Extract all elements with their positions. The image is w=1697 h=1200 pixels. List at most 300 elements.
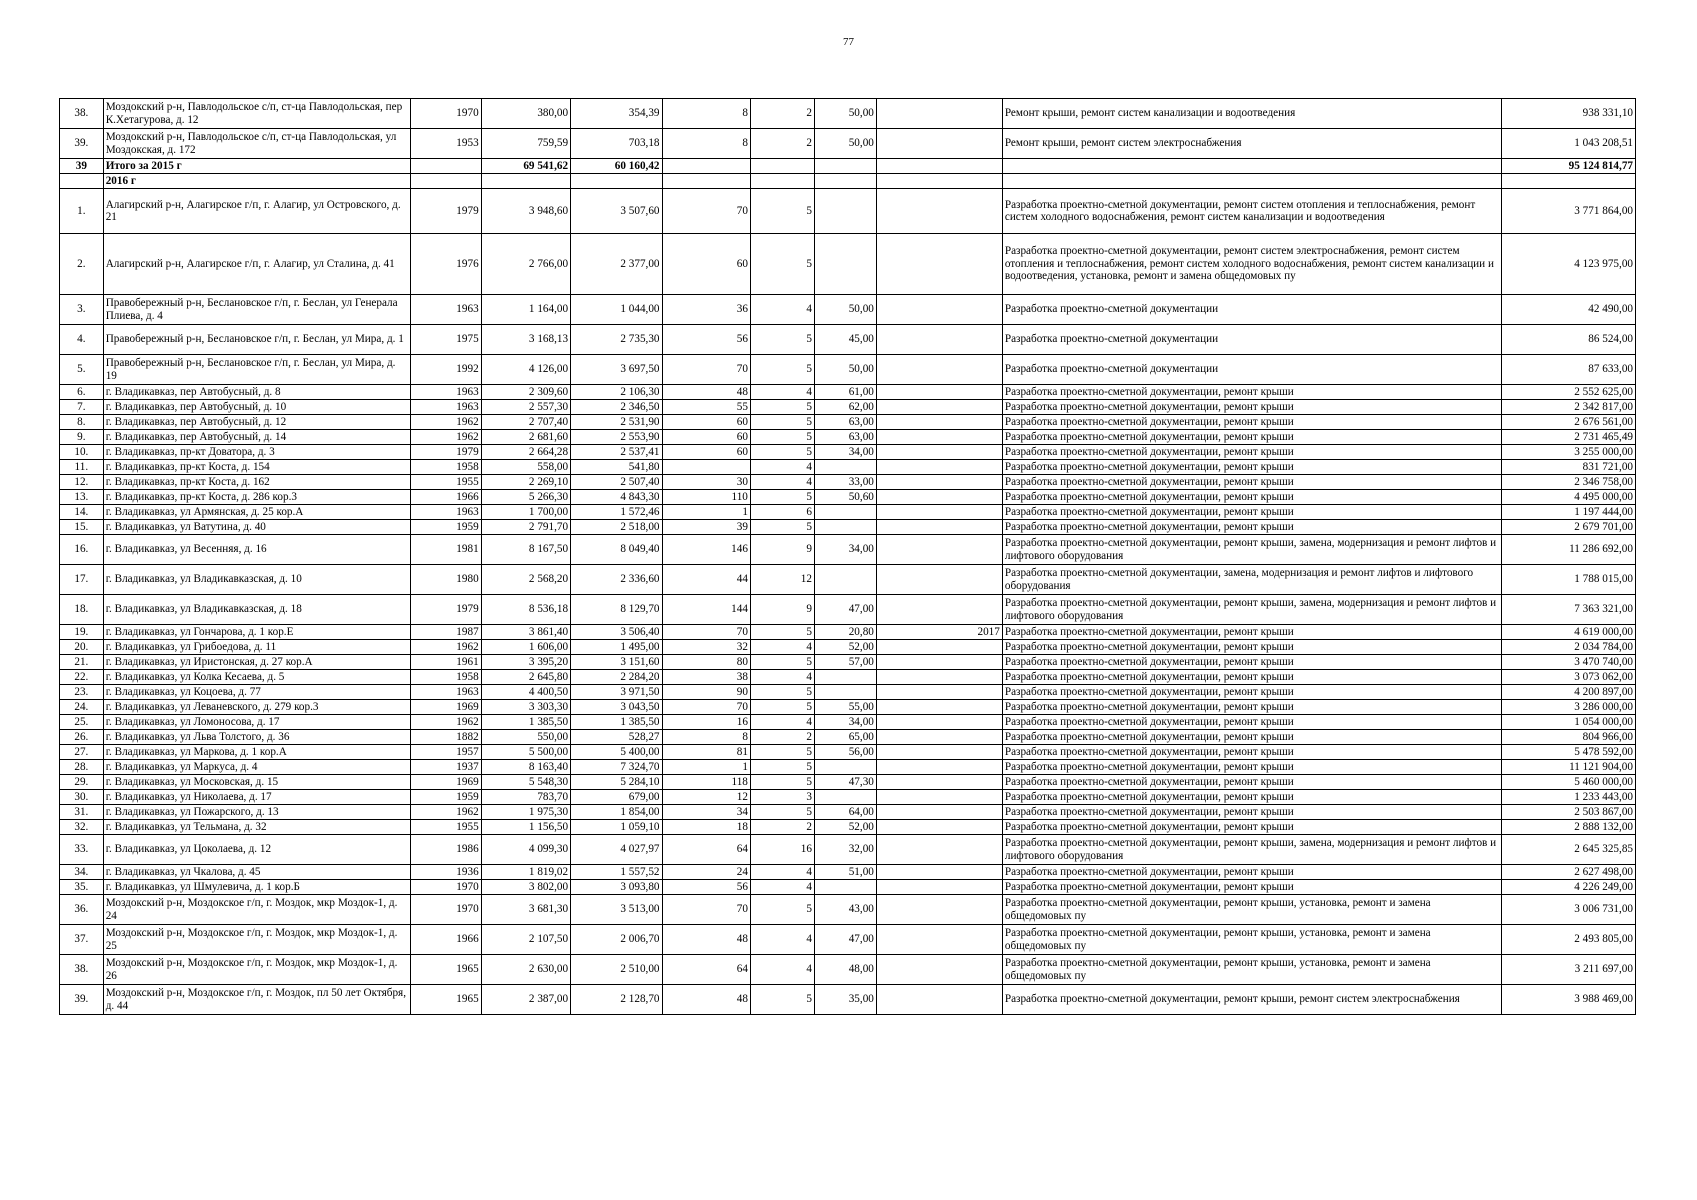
wear-percent-cell	[814, 159, 876, 174]
completion-year-cell	[876, 775, 1002, 790]
total-area-cell: 1 164,00	[481, 295, 570, 325]
row-number-cell: 16.	[60, 535, 104, 565]
repair-cost-cell: 4 226 249,00	[1501, 880, 1635, 895]
table-row	[60, 400, 1636, 415]
residents-count-cell: 55	[662, 400, 750, 415]
row-number-cell: 10.	[60, 445, 104, 460]
residents-count-cell: 48	[662, 385, 750, 400]
wear-percent-cell: 47,00	[814, 595, 876, 625]
commissioning-year-cell: 1963	[410, 400, 481, 415]
residents-count-cell: 24	[662, 865, 750, 880]
wear-percent-cell	[814, 520, 876, 535]
repair-cost-cell: 2 645 325,85	[1501, 835, 1635, 865]
floors-count-cell: 5	[750, 685, 814, 700]
completion-year-cell	[876, 159, 1002, 174]
commissioning-year-cell: 1966	[410, 925, 481, 955]
address-cell: г. Владикавказ, ул Владикавказская, д. 10	[103, 565, 410, 595]
premises-area-cell: 2 006,70	[571, 925, 662, 955]
row-number-cell: 36.	[60, 895, 104, 925]
floors-count-cell: 4	[750, 715, 814, 730]
wear-percent-cell: 65,00	[814, 730, 876, 745]
wear-percent-cell: 50,00	[814, 295, 876, 325]
total-area-cell: 4 099,30	[481, 835, 570, 865]
total-area-cell: 2 664,28	[481, 445, 570, 460]
commissioning-year-cell: 1959	[410, 520, 481, 535]
residents-count-cell: 144	[662, 595, 750, 625]
works-description-cell: Разработка проектно-сметной документации, ремонт систем отопления и теплоснабжения, ремонт систем холодного водоснабжения, ремонт систем канализации и водоотведения	[1002, 189, 1501, 234]
repair-cost-cell: 2 627 498,00	[1501, 865, 1635, 880]
total-area-cell: 2 309,60	[481, 385, 570, 400]
completion-year-cell	[876, 895, 1002, 925]
works-description-cell: Разработка проектно-сметной документации	[1002, 325, 1501, 355]
commissioning-year-cell: 1986	[410, 835, 481, 865]
repair-cost-cell: 7 363 321,00	[1501, 595, 1635, 625]
wear-percent-cell: 50,00	[814, 99, 876, 129]
works-description-cell: Ремонт крыши, ремонт систем электроснабжения	[1002, 129, 1501, 159]
commissioning-year-cell: 1992	[410, 355, 481, 385]
completion-year-cell	[876, 880, 1002, 895]
repair-cost-cell: 2 679 701,00	[1501, 520, 1635, 535]
row-number-cell: 2.	[60, 234, 104, 295]
row-number-cell: 17.	[60, 565, 104, 595]
works-description-cell: Разработка проектно-сметной документации, ремонт крыши	[1002, 775, 1501, 790]
wear-percent-cell	[814, 565, 876, 595]
address-cell: г. Владикавказ, ул Маркуса, д. 4	[103, 760, 410, 775]
works-description-cell: Ремонт крыши, ремонт систем канализации и водоотведения	[1002, 99, 1501, 129]
repair-cost-cell: 3 006 731,00	[1501, 895, 1635, 925]
address-cell: Моздокский р-н, Павлодольское с/п, ст-ца Павлодольская, ул Моздокская, д. 172	[103, 129, 410, 159]
table-row	[60, 565, 1636, 595]
address-cell: г. Владикавказ, ул Весенняя, д. 16	[103, 535, 410, 565]
address-cell: Правобережный р-н, Беслановское г/п, г. Беслан, ул Мира, д. 1	[103, 325, 410, 355]
total-area-cell: 69 541,62	[481, 159, 570, 174]
premises-area-cell: 679,00	[571, 790, 662, 805]
residents-count-cell: 70	[662, 625, 750, 640]
address-cell: г. Владикавказ, ул Тельмана, д. 32	[103, 820, 410, 835]
completion-year-cell	[876, 925, 1002, 955]
premises-area-cell: 4 027,97	[571, 835, 662, 865]
residents-count-cell: 80	[662, 655, 750, 670]
total-area-cell: 5 266,30	[481, 490, 570, 505]
repair-cost-cell: 2 034 784,00	[1501, 640, 1635, 655]
repair-cost-cell: 3 073 062,00	[1501, 670, 1635, 685]
works-description-cell: Разработка проектно-сметной документации, ремонт крыши	[1002, 685, 1501, 700]
row-number-cell: 19.	[60, 625, 104, 640]
wear-percent-cell: 32,00	[814, 835, 876, 865]
commissioning-year-cell	[410, 159, 481, 174]
row-number-cell: 38.	[60, 955, 104, 985]
floors-count-cell: 4	[750, 670, 814, 685]
residents-count-cell	[662, 159, 750, 174]
wear-percent-cell: 34,00	[814, 535, 876, 565]
repair-cost-cell: 1 788 015,00	[1501, 565, 1635, 595]
residents-count-cell: 12	[662, 790, 750, 805]
address-cell: Алагирский р-н, Алагирское г/п, г. Алагир, ул Островского, д. 21	[103, 189, 410, 234]
address-cell: Итого за 2015 г	[103, 159, 410, 174]
table-row	[60, 415, 1636, 430]
row-number-cell: 24.	[60, 700, 104, 715]
table-row	[60, 670, 1636, 685]
completion-year-cell	[876, 805, 1002, 820]
residents-count-cell: 8	[662, 730, 750, 745]
total-area-cell: 4 126,00	[481, 355, 570, 385]
wear-percent-cell: 35,00	[814, 985, 876, 1015]
completion-year-cell	[876, 520, 1002, 535]
table-row	[60, 880, 1636, 895]
completion-year-cell	[876, 505, 1002, 520]
wear-percent-cell: 52,00	[814, 640, 876, 655]
residents-count-cell: 8	[662, 129, 750, 159]
table-row	[60, 790, 1636, 805]
floors-count-cell: 12	[750, 565, 814, 595]
premises-area-cell: 2 507,40	[571, 475, 662, 490]
completion-year-cell	[876, 700, 1002, 715]
residents-count-cell: 64	[662, 835, 750, 865]
works-description-cell: Разработка проектно-сметной документации, ремонт крыши	[1002, 760, 1501, 775]
floors-count-cell: 4	[750, 475, 814, 490]
completion-year-cell	[876, 475, 1002, 490]
address-cell: г. Владикавказ, пер Автобусный, д. 14	[103, 430, 410, 445]
row-number-cell: 39	[60, 159, 104, 174]
premises-area-cell: 2 510,00	[571, 955, 662, 985]
residents-count-cell	[662, 460, 750, 475]
repair-cost-cell: 2 346 758,00	[1501, 475, 1635, 490]
address-cell: г. Владикавказ, ул Николаева, д. 17	[103, 790, 410, 805]
residents-count-cell: 44	[662, 565, 750, 595]
total-area-cell: 3 395,20	[481, 655, 570, 670]
table-row	[60, 325, 1636, 355]
completion-year-cell	[876, 790, 1002, 805]
works-description-cell: Разработка проектно-сметной документации, замена, модернизация и ремонт лифтов и лифтового оборудования	[1002, 565, 1501, 595]
floors-count-cell: 5	[750, 400, 814, 415]
completion-year-cell	[876, 189, 1002, 234]
residents-count-cell: 36	[662, 295, 750, 325]
completion-year-cell	[876, 655, 1002, 670]
row-number-cell: 4.	[60, 325, 104, 355]
premises-area-cell: 1 385,50	[571, 715, 662, 730]
residents-count-cell: 70	[662, 355, 750, 385]
floors-count-cell: 5	[750, 355, 814, 385]
row-number-cell: 11.	[60, 460, 104, 475]
table-row	[60, 595, 1636, 625]
row-number-cell: 5.	[60, 355, 104, 385]
premises-area-cell: 5 284,10	[571, 775, 662, 790]
capital-repair-register-table	[59, 98, 1636, 1015]
works-description-cell: Разработка проектно-сметной документации, ремонт крыши	[1002, 445, 1501, 460]
works-description-cell: Разработка проектно-сметной документации, ремонт крыши, установка, ремонт и замена общедомовых пу	[1002, 895, 1501, 925]
repair-cost-cell: 2 493 805,00	[1501, 925, 1635, 955]
total-area-cell: 558,00	[481, 460, 570, 475]
floors-count-cell: 5	[750, 189, 814, 234]
repair-cost-cell: 4 619 000,00	[1501, 625, 1635, 640]
completion-year-cell	[876, 760, 1002, 775]
commissioning-year-cell: 1979	[410, 189, 481, 234]
table-row	[60, 355, 1636, 385]
row-number-cell	[60, 174, 104, 189]
wear-percent-cell: 56,00	[814, 745, 876, 760]
commissioning-year-cell: 1981	[410, 535, 481, 565]
total-area-cell: 8 163,40	[481, 760, 570, 775]
row-number-cell: 12.	[60, 475, 104, 490]
floors-count-cell: 5	[750, 430, 814, 445]
address-cell: г. Владикавказ, пр-кт Коста, д. 154	[103, 460, 410, 475]
row-number-cell: 37.	[60, 925, 104, 955]
address-cell: г. Владикавказ, ул Леваневского, д. 279 кор.3	[103, 700, 410, 715]
works-description-cell: Разработка проектно-сметной документации, ремонт крыши, замена, модернизация и ремонт лифтов и лифтового оборудования	[1002, 835, 1501, 865]
commissioning-year-cell: 1963	[410, 295, 481, 325]
table-row	[60, 99, 1636, 129]
table-row	[60, 685, 1636, 700]
commissioning-year-cell: 1953	[410, 129, 481, 159]
table-row	[60, 865, 1636, 880]
repair-cost-cell: 11 286 692,00	[1501, 535, 1635, 565]
table-row	[60, 475, 1636, 490]
completion-year-cell	[876, 430, 1002, 445]
residents-count-cell	[662, 174, 750, 189]
works-description-cell: Разработка проектно-сметной документации, ремонт крыши, замена, модернизация и ремонт лифтов и лифтового оборудования	[1002, 595, 1501, 625]
table-row	[60, 490, 1636, 505]
works-description-cell: Разработка проектно-сметной документации, ремонт крыши	[1002, 745, 1501, 760]
floors-count-cell: 5	[750, 655, 814, 670]
residents-count-cell: 16	[662, 715, 750, 730]
residents-count-cell: 70	[662, 895, 750, 925]
premises-area-cell: 2 553,90	[571, 430, 662, 445]
works-description-cell: Разработка проектно-сметной документации, ремонт крыши	[1002, 880, 1501, 895]
address-cell: 2016 г	[103, 174, 410, 189]
address-cell: г. Владикавказ, пр-кт Коста, д. 162	[103, 475, 410, 490]
total-area-cell: 550,00	[481, 730, 570, 745]
total-area-cell: 3 303,30	[481, 700, 570, 715]
repair-cost-cell: 1 197 444,00	[1501, 505, 1635, 520]
wear-percent-cell	[814, 505, 876, 520]
completion-year-cell	[876, 535, 1002, 565]
address-cell: г. Владикавказ, ул Грибоедова, д. 11	[103, 640, 410, 655]
table-row	[60, 775, 1636, 790]
table-row	[60, 655, 1636, 670]
row-number-cell: 29.	[60, 775, 104, 790]
register-body	[60, 99, 1636, 1015]
wear-percent-cell: 50,00	[814, 129, 876, 159]
row-number-cell: 15.	[60, 520, 104, 535]
premises-area-cell: 1 557,52	[571, 865, 662, 880]
commissioning-year-cell: 1976	[410, 234, 481, 295]
year-header-row	[60, 174, 1636, 189]
premises-area-cell: 3 093,80	[571, 880, 662, 895]
total-area-cell: 3 948,60	[481, 189, 570, 234]
repair-cost-cell: 3 771 864,00	[1501, 189, 1635, 234]
row-number-cell: 32.	[60, 820, 104, 835]
wear-percent-cell	[814, 685, 876, 700]
repair-cost-cell: 3 470 740,00	[1501, 655, 1635, 670]
table-row	[60, 129, 1636, 159]
repair-cost-cell: 1 233 443,00	[1501, 790, 1635, 805]
address-cell: г. Владикавказ, пр-кт Доватора, д. 3	[103, 445, 410, 460]
wear-percent-cell	[814, 790, 876, 805]
completion-year-cell	[876, 685, 1002, 700]
total-area-cell: 2 681,60	[481, 430, 570, 445]
completion-year-cell	[876, 955, 1002, 985]
address-cell: Правобережный р-н, Беслановское г/п, г. Беслан, ул Мира, д. 19	[103, 355, 410, 385]
premises-area-cell: 8 049,40	[571, 535, 662, 565]
works-description-cell: Разработка проектно-сметной документации, ремонт крыши	[1002, 625, 1501, 640]
premises-area-cell: 3 507,60	[571, 189, 662, 234]
table-row	[60, 985, 1636, 1015]
residents-count-cell: 81	[662, 745, 750, 760]
row-number-cell: 30.	[60, 790, 104, 805]
commissioning-year-cell: 1965	[410, 985, 481, 1015]
premises-area-cell: 5 400,00	[571, 745, 662, 760]
completion-year-cell	[876, 234, 1002, 295]
floors-count-cell: 5	[750, 775, 814, 790]
works-description-cell: Разработка проектно-сметной документации, ремонт крыши	[1002, 490, 1501, 505]
works-description-cell: Разработка проектно-сметной документации, ремонт крыши	[1002, 475, 1501, 490]
total-area-cell: 3 861,40	[481, 625, 570, 640]
commissioning-year-cell: 1979	[410, 445, 481, 460]
premises-area-cell: 3 506,40	[571, 625, 662, 640]
total-area-cell: 4 400,50	[481, 685, 570, 700]
wear-percent-cell: 50,60	[814, 490, 876, 505]
works-description-cell: Разработка проектно-сметной документации, ремонт крыши	[1002, 820, 1501, 835]
address-cell: Алагирский р-н, Алагирское г/п, г. Алагир, ул Сталина, д. 41	[103, 234, 410, 295]
wear-percent-cell	[814, 189, 876, 234]
premises-area-cell: 354,39	[571, 99, 662, 129]
table-row	[60, 460, 1636, 475]
total-area-cell: 1 819,02	[481, 865, 570, 880]
works-description-cell: Разработка проектно-сметной документации, ремонт крыши	[1002, 790, 1501, 805]
row-number-cell: 39.	[60, 985, 104, 1015]
works-description-cell: Разработка проектно-сметной документации	[1002, 355, 1501, 385]
address-cell: г. Владикавказ, ул Шмулевича, д. 1 кор.Б	[103, 880, 410, 895]
completion-year-cell	[876, 99, 1002, 129]
premises-area-cell: 1 059,10	[571, 820, 662, 835]
wear-percent-cell	[814, 460, 876, 475]
address-cell: г. Владикавказ, ул Маркова, д. 1 кор.А	[103, 745, 410, 760]
completion-year-cell	[876, 400, 1002, 415]
floors-count-cell: 4	[750, 640, 814, 655]
table-row	[60, 895, 1636, 925]
residents-count-cell: 60	[662, 445, 750, 460]
floors-count-cell: 5	[750, 985, 814, 1015]
address-cell: г. Владикавказ, пер Автобусный, д. 10	[103, 400, 410, 415]
total-area-cell: 2 269,10	[481, 475, 570, 490]
commissioning-year-cell: 1969	[410, 700, 481, 715]
residents-count-cell: 90	[662, 685, 750, 700]
address-cell: Моздокский р-н, Павлодольское с/п, ст-ца Павлодольская, пер К.Хетагурова, д. 12	[103, 99, 410, 129]
premises-area-cell: 2 128,70	[571, 985, 662, 1015]
address-cell: Моздокский р-н, Моздокское г/п, г. Моздок, пл 50 лет Октября, д. 44	[103, 985, 410, 1015]
table-row	[60, 505, 1636, 520]
works-description-cell: Разработка проектно-сметной документации	[1002, 295, 1501, 325]
floors-count-cell: 5	[750, 895, 814, 925]
total-area-cell: 1 700,00	[481, 505, 570, 520]
floors-count-cell: 2	[750, 730, 814, 745]
residents-count-cell: 60	[662, 234, 750, 295]
residents-count-cell: 70	[662, 700, 750, 715]
wear-percent-cell	[814, 880, 876, 895]
repair-cost-cell: 4 123 975,00	[1501, 234, 1635, 295]
table-row	[60, 445, 1636, 460]
total-area-cell: 2 107,50	[481, 925, 570, 955]
row-number-cell: 21.	[60, 655, 104, 670]
premises-area-cell: 2 531,90	[571, 415, 662, 430]
repair-cost-cell: 2 676 561,00	[1501, 415, 1635, 430]
works-description-cell: Разработка проектно-сметной документации, ремонт крыши	[1002, 520, 1501, 535]
total-area-cell: 5 500,00	[481, 745, 570, 760]
total-area-cell: 8 536,18	[481, 595, 570, 625]
residents-count-cell: 1	[662, 760, 750, 775]
completion-year-cell	[876, 174, 1002, 189]
row-number-cell: 33.	[60, 835, 104, 865]
premises-area-cell: 2 336,60	[571, 565, 662, 595]
repair-cost-cell: 11 121 904,00	[1501, 760, 1635, 775]
total-area-cell: 8 167,50	[481, 535, 570, 565]
premises-area-cell: 528,27	[571, 730, 662, 745]
works-description-cell: Разработка проектно-сметной документации, ремонт крыши	[1002, 505, 1501, 520]
completion-year-cell	[876, 355, 1002, 385]
row-number-cell: 35.	[60, 880, 104, 895]
commissioning-year-cell: 1959	[410, 790, 481, 805]
commissioning-year-cell: 1955	[410, 820, 481, 835]
residents-count-cell: 8	[662, 99, 750, 129]
floors-count-cell: 5	[750, 234, 814, 295]
works-description-cell: Разработка проектно-сметной документации, ремонт крыши	[1002, 655, 1501, 670]
table-row	[60, 760, 1636, 775]
row-number-cell: 25.	[60, 715, 104, 730]
row-number-cell: 1.	[60, 189, 104, 234]
completion-year-cell	[876, 415, 1002, 430]
works-description-cell: Разработка проектно-сметной документации, ремонт крыши	[1002, 415, 1501, 430]
address-cell: г. Владикавказ, ул Чкалова, д. 45	[103, 865, 410, 880]
commissioning-year-cell: 1955	[410, 475, 481, 490]
residents-count-cell: 56	[662, 325, 750, 355]
total-area-cell: 3 681,30	[481, 895, 570, 925]
residents-count-cell: 146	[662, 535, 750, 565]
address-cell: г. Владикавказ, ул Гончарова, д. 1 кор.Е	[103, 625, 410, 640]
table-row	[60, 730, 1636, 745]
commissioning-year-cell: 1969	[410, 775, 481, 790]
residents-count-cell: 70	[662, 189, 750, 234]
commissioning-year-cell: 1970	[410, 99, 481, 129]
wear-percent-cell: 63,00	[814, 415, 876, 430]
residents-count-cell: 1	[662, 505, 750, 520]
repair-cost-cell: 938 331,10	[1501, 99, 1635, 129]
address-cell: г. Владикавказ, ул Ломоносова, д. 17	[103, 715, 410, 730]
total-area-cell: 3 802,00	[481, 880, 570, 895]
row-number-cell: 28.	[60, 760, 104, 775]
address-cell: г. Владикавказ, пер Автобусный, д. 12	[103, 415, 410, 430]
works-description-cell: Разработка проектно-сметной документации, ремонт крыши, установка, ремонт и замена общедомовых пу	[1002, 955, 1501, 985]
commissioning-year-cell: 1962	[410, 430, 481, 445]
repair-cost-cell: 4 495 000,00	[1501, 490, 1635, 505]
premises-area-cell: 541,80	[571, 460, 662, 475]
floors-count-cell: 4	[750, 865, 814, 880]
commissioning-year-cell: 1936	[410, 865, 481, 880]
works-description-cell: Разработка проектно-сметной документации, ремонт крыши	[1002, 670, 1501, 685]
commissioning-year-cell: 1963	[410, 685, 481, 700]
repair-cost-cell: 4 200 897,00	[1501, 685, 1635, 700]
repair-cost-cell: 5 460 000,00	[1501, 775, 1635, 790]
address-cell: г. Владикавказ, ул Московская, д. 15	[103, 775, 410, 790]
commissioning-year-cell: 1963	[410, 385, 481, 400]
total-area-cell: 2 766,00	[481, 234, 570, 295]
completion-year-cell	[876, 865, 1002, 880]
wear-percent-cell: 34,00	[814, 715, 876, 730]
total-area-cell: 1 385,50	[481, 715, 570, 730]
row-number-cell: 8.	[60, 415, 104, 430]
commissioning-year-cell: 1970	[410, 895, 481, 925]
row-number-cell: 14.	[60, 505, 104, 520]
table-row	[60, 385, 1636, 400]
